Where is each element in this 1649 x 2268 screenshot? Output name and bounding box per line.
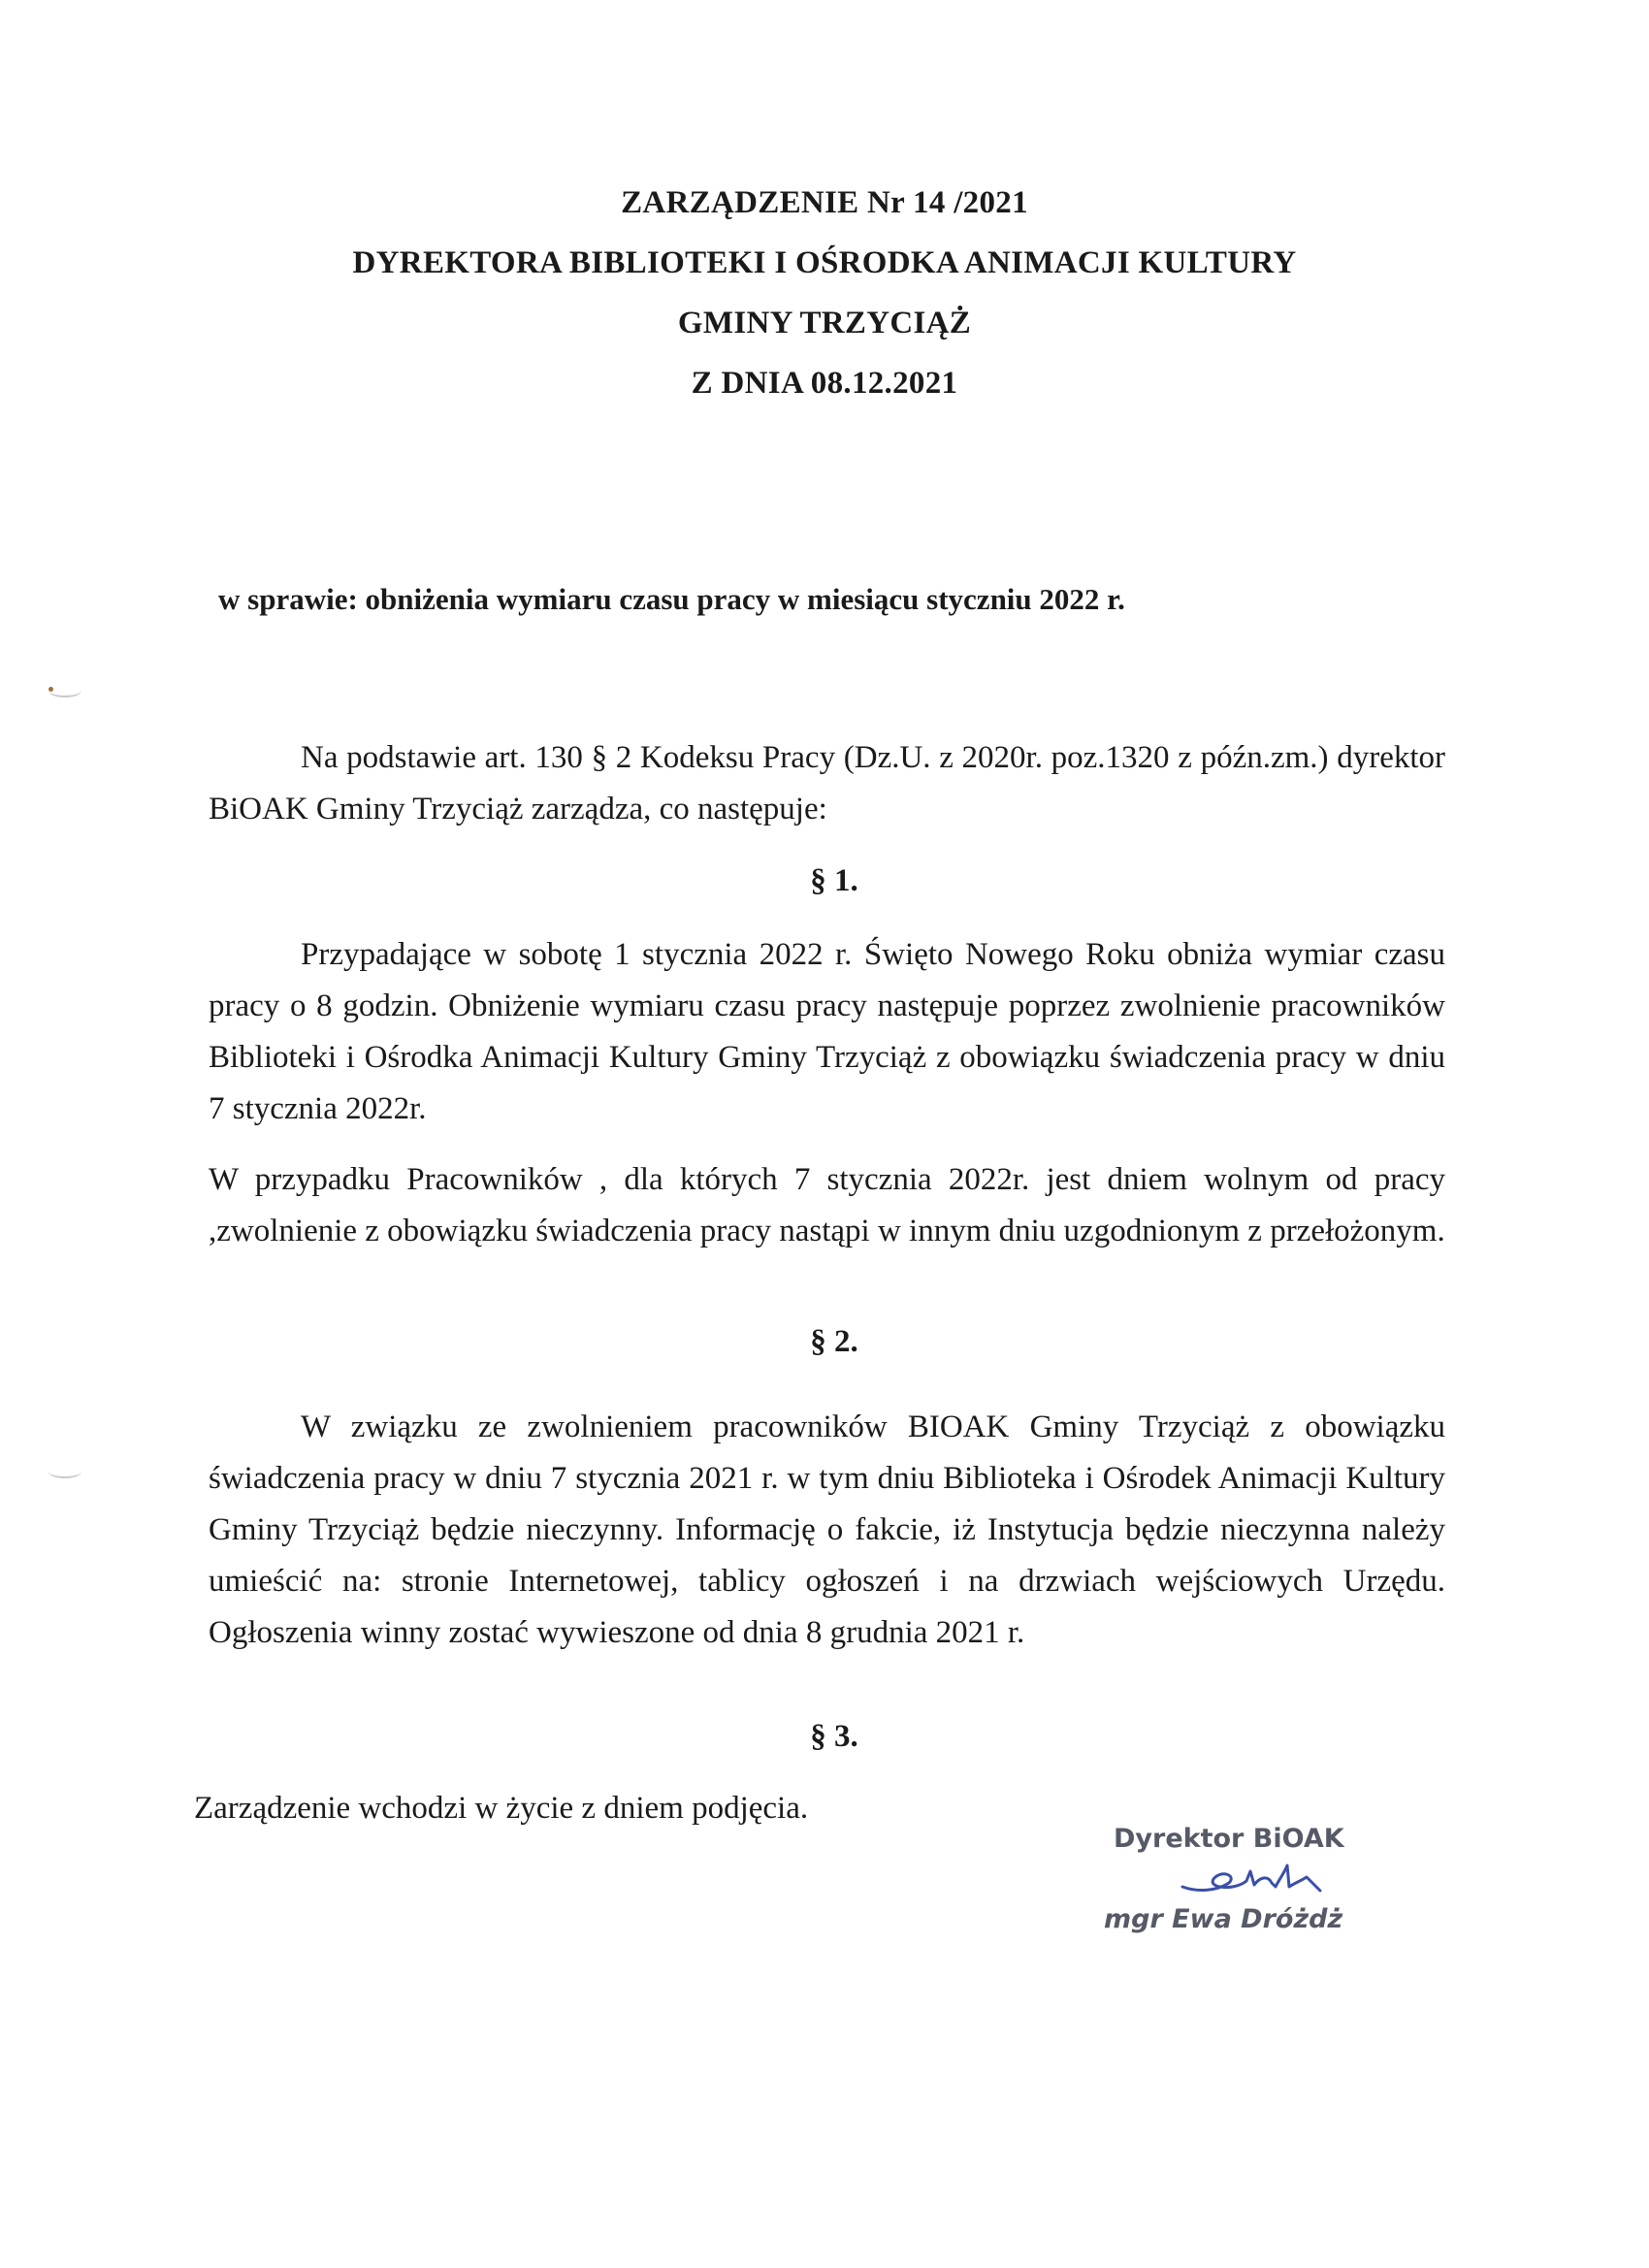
section-1-mark-text: § 1. [810, 863, 858, 898]
section-1-mark [0, 863, 1649, 899]
municipality-line: GMINY TRZYCIĄŻ [677, 306, 972, 340]
director-stamp [1077, 1824, 1368, 1934]
section-3-mark-text: § 3. [810, 1719, 858, 1754]
signature-icon [1179, 1858, 1324, 1902]
scan-artifact [48, 1465, 81, 1478]
section-1-paragraph-1: Przypadające w sobotę 1 stycznia 2022 r. Święto Nowego Roku obniża wymiar czasu pracy o 8 godzin. Obniżenie wymiaru czasu pracy następuje poprzez zwolnienie pracowników Biblioteki i Ośrodka Animacji Kultury Gminy Trzyciąż z obowiązku świadczenia pracy w dniu 7 stycznia 2022r. [209, 937, 1445, 1126]
scan-artifact [48, 684, 81, 697]
ordinance-number: ZARZĄDZENIE Nr 14 /2021 [621, 185, 1028, 220]
scan-speck [48, 687, 53, 692]
stamp-title: Dyrektor BiOAK [1114, 1824, 1344, 1854]
subject-line: w sprawie: obniżenia wymiaru czasu pracy w miesiącu styczniu 2022 r. [218, 582, 1125, 616]
stamp-name: mgr Ewa Dróżdż [1104, 1904, 1343, 1934]
section-3-mark [0, 1719, 1649, 1755]
section-2-mark [0, 1324, 1649, 1360]
issuer-line: DYREKTORA BIBLIOTEKI I OŚRODKA ANIMACJI KULTURY [352, 245, 1297, 280]
legal-basis-paragraph: Na podstawie art. 130 § 2 Kodeksu Pracy (Dz.U. z 2020r. poz.1320 z późn.zm.) dyrektor BiOAK Gminy Trzyciąż zarządza, co następuje: [209, 740, 1445, 826]
document-header [0, 173, 1649, 413]
section-2-paragraph: W związku ze zwolnieniem pracowników BIOAK Gminy Trzyciąż z obowiązku świadczenia pracy w dniu 7 stycznia 2021 r. w tym dniu Biblioteka i Ośrodek Animacji Kultury Gminy Trzyciąż będzie nieczynny. Informację o fakcie, iż Instytucja będzie nieczynna należy umieścić na: stronie Internetowej, tablicy ogłoszeń i na drzwiach wejściowych Urzędu. Ogłoszenia winny zostać wywieszone od dnia 8 grudnia 2021 r. [209, 1409, 1445, 1650]
section-2-mark-text: § 2. [810, 1324, 858, 1359]
section-1-paragraph-2: W przypadku Pracowników , dla których 7 stycznia 2022r. jest dniem wolnym od pracy ,zwolnienie z obowiązku świadczenia pracy nastąpi w innym dniu uzgodnionym z przełożonym. [209, 1162, 1445, 1248]
issue-date: Z DNIA 08.12.2021 [691, 366, 958, 401]
section-3-paragraph: Zarządzenie wchodzi w życie z dniem podjęcia. [194, 1791, 809, 1826]
